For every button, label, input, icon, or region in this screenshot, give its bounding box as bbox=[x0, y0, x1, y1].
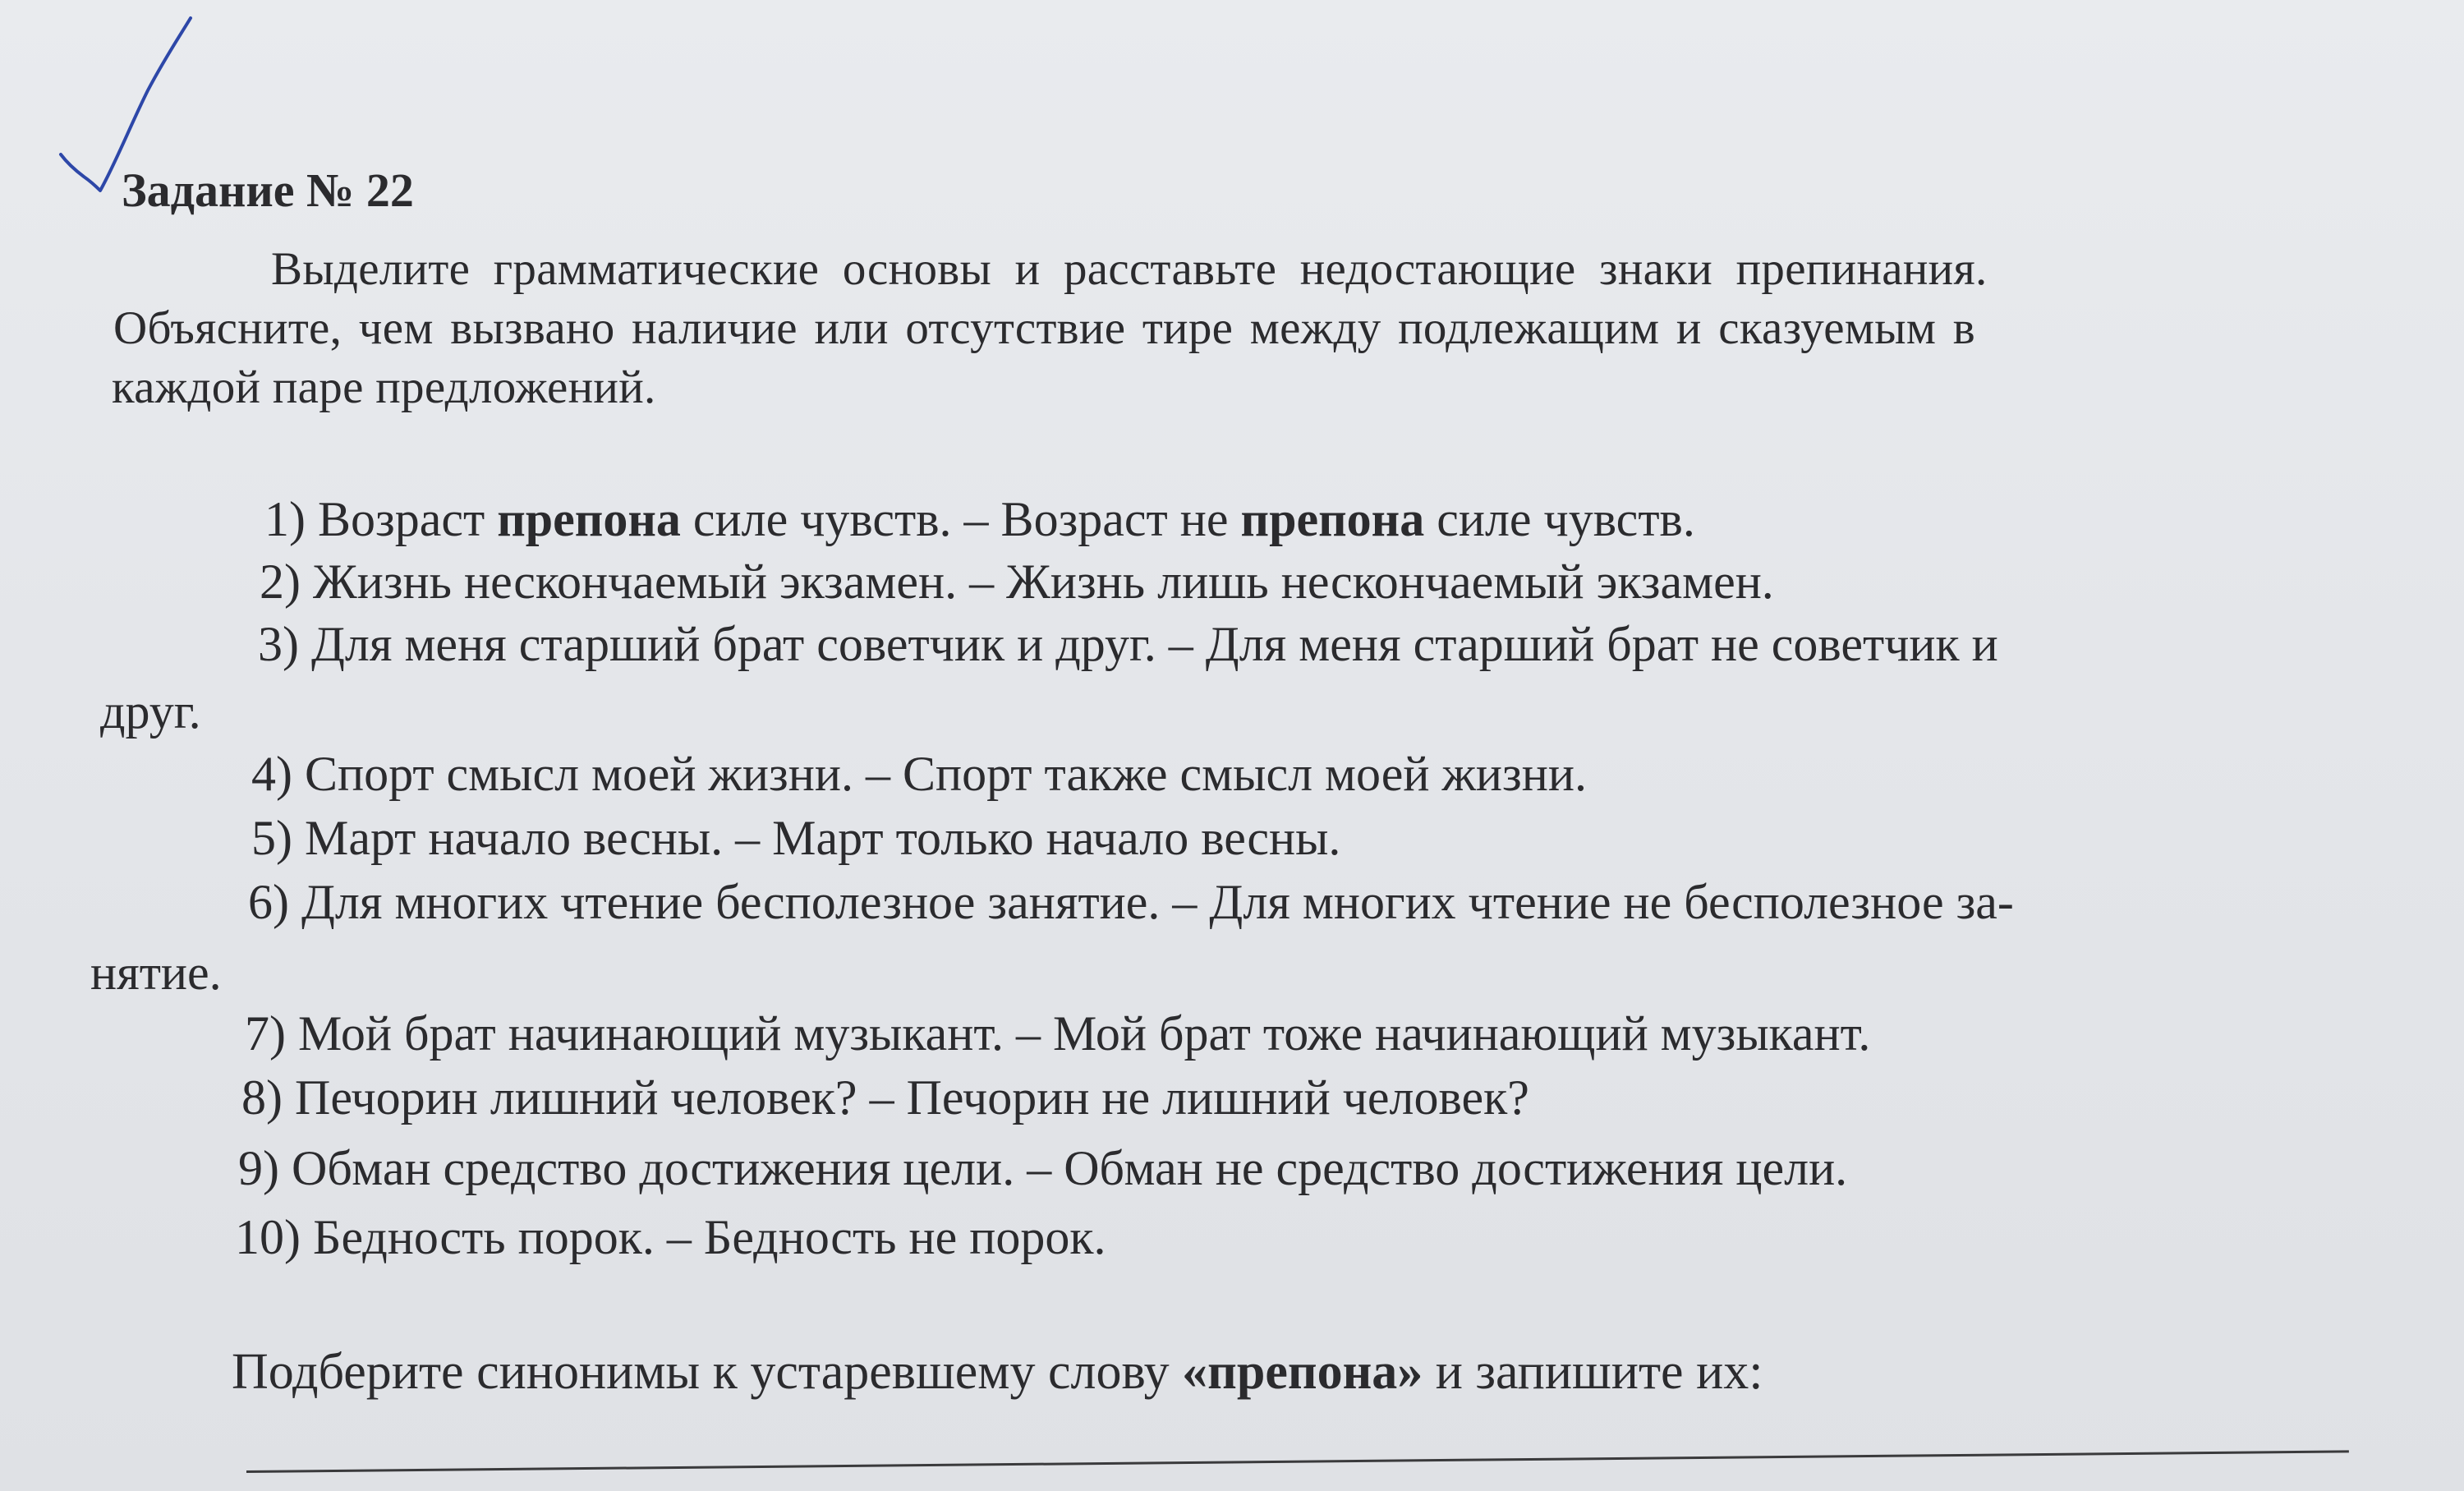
item-number: 8) bbox=[241, 1070, 283, 1125]
item-text: Печорин лишний человек? – Печорин не лишний человек? bbox=[294, 1070, 1529, 1125]
item-number: 1) bbox=[264, 492, 306, 546]
prompt-text-end: и запишите их: bbox=[1423, 1344, 1763, 1400]
sentence-pair-1 bbox=[264, 490, 1695, 549]
item-text: Жизнь нескончаемый экзамен. – Жизнь лишь нескончаемый экзамен. bbox=[312, 555, 1774, 609]
item-number: 7) bbox=[245, 1006, 286, 1061]
instruction-line-1: Выделите грамматические основы и расставьте недостающие знаки препинания. bbox=[271, 243, 1988, 295]
answer-line[interactable] bbox=[246, 1450, 2349, 1473]
item-number: 10) bbox=[235, 1210, 301, 1264]
bold-word: препона bbox=[497, 492, 681, 546]
item-text: Бедность порок. – Бедность не порок. bbox=[312, 1210, 1106, 1264]
bold-word: препона bbox=[1240, 492, 1425, 546]
synonyms-prompt bbox=[232, 1342, 1763, 1401]
item-number: 3) bbox=[258, 617, 299, 671]
sentence-pair-5 bbox=[251, 808, 1340, 867]
sentence-pair-2 bbox=[260, 552, 1774, 611]
item-text: Обман средство достижения цели. – Обман не средство достижения цели. bbox=[291, 1141, 1848, 1195]
item-text: Мой брат начинающий музыкант. – Мой брат тоже начинающий музыкант. bbox=[297, 1006, 1871, 1061]
item-number: 4) bbox=[251, 747, 292, 801]
sentence-pair-4 bbox=[251, 744, 1587, 803]
item-number: 9) bbox=[238, 1141, 279, 1195]
sentence-pair-9 bbox=[238, 1139, 1847, 1198]
instruction-line-2: Объясните, чем вызвано наличие или отсутствие тире между подлежащим и сказуемым в bbox=[113, 302, 1975, 354]
sentence-pair-6-continuation: нятие. bbox=[90, 946, 222, 1000]
sentence-pair-3-continuation: друг. bbox=[100, 684, 201, 739]
item-text: Март начало весны. – Март только начало весны. bbox=[304, 811, 1341, 865]
sentence-pair-3 bbox=[258, 614, 1998, 674]
sentence-pair-8 bbox=[241, 1068, 1529, 1127]
sentence-pair-6 bbox=[248, 872, 2014, 932]
item-text-part: силе чувств. – Возраст не bbox=[680, 492, 1241, 546]
item-text: Для многих чтение бесполезное занятие. – Для многих чтение не бесполезное за- bbox=[301, 875, 2014, 929]
sentence-pair-7 bbox=[245, 1004, 1870, 1063]
item-number: 5) bbox=[251, 811, 292, 865]
item-number: 2) bbox=[260, 555, 301, 609]
item-text: Спорт смысл моей жизни. – Спорт также смысл моей жизни. bbox=[304, 747, 1587, 801]
task-title: Задание № 22 bbox=[122, 163, 414, 217]
item-text-part: силе чувств. bbox=[1424, 492, 1695, 546]
item-text: Для меня старший брат советчик и друг. – Для меня старший брат не советчик и bbox=[310, 617, 1998, 671]
prompt-text: Подберите синонимы к устаревшему слову bbox=[232, 1344, 1183, 1400]
item-number: 6) bbox=[248, 875, 289, 929]
sentence-pair-10 bbox=[235, 1208, 1106, 1267]
prompt-bold-word: «препона» bbox=[1182, 1344, 1423, 1400]
item-text-part: Возраст bbox=[317, 492, 498, 546]
instruction-line-3: каждой паре предложений. bbox=[112, 361, 656, 413]
